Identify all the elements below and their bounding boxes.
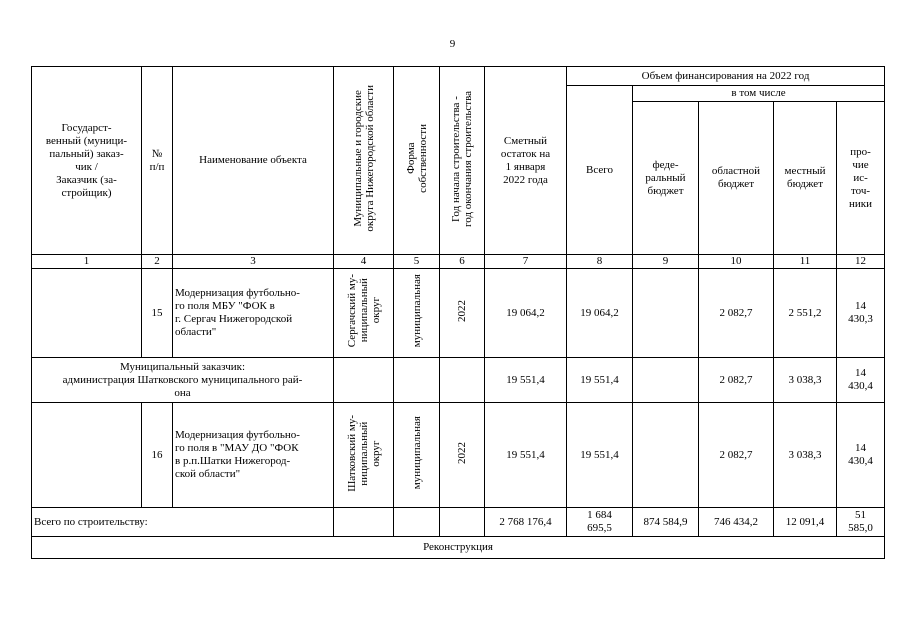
row-number: 15 — [142, 269, 173, 358]
totals-row — [32, 508, 885, 537]
other: 14 430,4 — [837, 358, 885, 403]
header-customer: Государст- венный (муници- пальный) заказ- чик / Заказчик (за- стройщик) — [32, 67, 142, 255]
financing-table — [31, 66, 885, 559]
col-number: 6 — [440, 255, 485, 269]
federal: 874 584,9 — [633, 508, 699, 537]
col-number: 11 — [774, 255, 837, 269]
regional: 2 082,7 — [699, 269, 774, 358]
federal — [633, 269, 699, 358]
section-title: Реконструкция — [32, 537, 885, 559]
totals-label: Всего по строительству: — [32, 508, 334, 537]
district — [334, 508, 394, 537]
years: 2022 — [440, 269, 485, 358]
table-row — [32, 403, 885, 508]
col-number: 12 — [837, 255, 885, 269]
col-number: 8 — [567, 255, 633, 269]
regional: 2 082,7 — [699, 403, 774, 508]
years — [440, 508, 485, 537]
customer-cell — [32, 269, 142, 358]
header-local: местный бюджет — [774, 102, 837, 255]
header-balance: Сметный остаток на 1 января 2022 года — [485, 67, 567, 255]
customer-row — [32, 358, 885, 403]
customer-label: Муниципальный заказчик: администрация Шатковского муниципального рай- она — [32, 358, 334, 403]
header-object-name: Наименование объекта — [173, 67, 334, 255]
col-number: 10 — [699, 255, 774, 269]
header-funding: Объем финансирования на 2022 год — [567, 67, 885, 86]
object-name: Модернизация футбольно- го поля МБУ "ФОК в г. Сергач Нижегородской области" — [173, 269, 334, 358]
object-name: Модернизация футбольно- го поля в "МАУ ДО "ФОК в р.п.Шатки Нижегород- ской области" — [173, 403, 334, 508]
ownership — [394, 508, 440, 537]
total: 19 551,4 — [567, 403, 633, 508]
local: 3 038,3 — [774, 403, 837, 508]
col-number: 9 — [633, 255, 699, 269]
local: 3 038,3 — [774, 358, 837, 403]
balance: 19 551,4 — [485, 403, 567, 508]
balance: 19 064,2 — [485, 269, 567, 358]
column-numbers-row — [32, 255, 885, 269]
district: Сергачский му- ниципальный округ — [334, 269, 394, 358]
page-number: 9 — [449, 38, 456, 50]
total: 1 684 695,5 — [567, 508, 633, 537]
total: 19 551,4 — [567, 358, 633, 403]
federal — [633, 358, 699, 403]
local: 12 091,4 — [774, 508, 837, 537]
header-ownership: Форма собственности — [394, 67, 440, 255]
other: 51 585,0 — [837, 508, 885, 537]
other: 14 430,4 — [837, 403, 885, 508]
col-number: 3 — [173, 255, 334, 269]
district: Шатковский му- ниципальный округ — [334, 403, 394, 508]
col-number: 1 — [32, 255, 142, 269]
district — [334, 358, 394, 403]
col-number: 7 — [485, 255, 567, 269]
regional: 2 082,7 — [699, 358, 774, 403]
ownership: муниципальная — [394, 269, 440, 358]
header-regional: областной бюджет — [699, 102, 774, 255]
header-number: № п/п — [142, 67, 173, 255]
header-other: про- чие ис- точ- ники — [837, 102, 885, 255]
other: 14 430,3 — [837, 269, 885, 358]
total: 19 064,2 — [567, 269, 633, 358]
col-number: 2 — [142, 255, 173, 269]
row-number: 16 — [142, 403, 173, 508]
ownership — [394, 358, 440, 403]
federal — [633, 403, 699, 508]
header-including: в том числе — [633, 86, 885, 102]
local: 2 551,2 — [774, 269, 837, 358]
table-row — [32, 269, 885, 358]
years: 2022 — [440, 403, 485, 508]
customer-cell — [32, 403, 142, 508]
col-number: 4 — [334, 255, 394, 269]
header-total: Всего — [567, 86, 633, 255]
header-federal: феде- ральный бюджет — [633, 102, 699, 255]
section-row — [32, 537, 885, 559]
balance: 19 551,4 — [485, 358, 567, 403]
header-district: Муниципальные и городские округа Нижегородской области — [334, 67, 394, 255]
header-years: Год начала строительства - год окончания строительства — [440, 67, 485, 255]
years — [440, 358, 485, 403]
ownership: муниципальная — [394, 403, 440, 508]
col-number: 5 — [394, 255, 440, 269]
regional: 746 434,2 — [699, 508, 774, 537]
balance: 2 768 176,4 — [485, 508, 567, 537]
